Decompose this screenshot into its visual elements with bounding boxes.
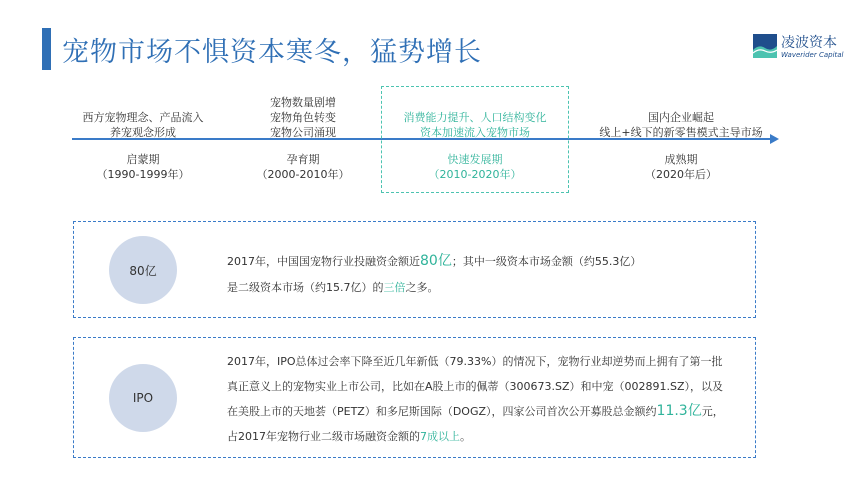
investment-card xyxy=(73,221,756,318)
stage-desc-line: 养宠观念形成 xyxy=(110,126,176,139)
highlight-value: 80亿 xyxy=(420,253,452,269)
text-run: 。 xyxy=(460,429,471,443)
text-run: 之多。 xyxy=(405,281,439,294)
stage-desc-line: 资本加速流入宠物市场 xyxy=(420,126,530,139)
timeline-stage-3 xyxy=(370,94,580,182)
stage-period: （1990-1999年） xyxy=(96,168,190,181)
card-text xyxy=(227,350,732,449)
stage-desc-line: 宠物数量剧增 xyxy=(270,96,336,109)
stage-desc-line: 线上+线下的新零售模式主导市场 xyxy=(599,126,763,139)
stage-name: 快速发展期 xyxy=(447,153,503,166)
stage-desc-line: 宠物角色转变 xyxy=(270,111,336,124)
card-text xyxy=(227,248,737,301)
stage-desc-line: 宠物公司涌现 xyxy=(270,126,336,139)
ipo-card xyxy=(73,337,756,458)
text-run: 2017年，IPO总体过会率下降至近几年新低（79.33%）的情况下，宠物行业却逆势而上拥有了第一批真正意义上的宠物实业上市公司，比如在A股上市的佩蒂（300673.SZ）和中宠（002891.SZ），以及在美股上市的天地荟（PETZ）和多尼斯国际（DOGZ），四家公司首次公开募股总金额约 xyxy=(227,355,724,418)
logo-name: 凌波资本 xyxy=(781,35,837,51)
highlight-value: 11.3亿 xyxy=(656,403,702,419)
badge-circle: IPO xyxy=(109,364,177,432)
timeline-stage-4 xyxy=(576,94,786,182)
text-run: 元，占2017年宠物行业二级市场融资金额的 xyxy=(227,405,724,443)
logo xyxy=(753,32,849,64)
stage-period: （2000-2010年） xyxy=(256,168,350,181)
badge-circle: 80亿 xyxy=(109,236,177,304)
stage-name: 成熟期 xyxy=(664,153,698,166)
stage-desc-line: 消费能力提升、人口结构变化 xyxy=(403,111,547,124)
wave-logo-icon xyxy=(753,34,777,58)
stage-name: 启蒙期 xyxy=(126,153,160,166)
text-run: 是二级资本市场（约15.7亿）的 xyxy=(227,281,384,294)
title-accent-bar xyxy=(42,28,51,70)
stage-name: 孕育期 xyxy=(286,153,320,166)
logo-english: Waverider Capital xyxy=(781,51,844,59)
page-title: 宠物市场不惧资本寒冬，猛势增长 xyxy=(62,37,482,68)
stage-period: （2010-2020年） xyxy=(428,168,522,181)
stage-period: （2020年后） xyxy=(645,168,717,181)
stage-desc-line: 国内企业崛起 xyxy=(648,111,714,124)
text-run: 2017年，中国国宠物行业投融资金额近 xyxy=(227,255,420,268)
highlight-value: 三倍 xyxy=(383,281,406,294)
stage-desc-line: 西方宠物理念、产品流入 xyxy=(82,111,204,124)
text-run: ；其中一级资本市场金额（约55.3亿） xyxy=(451,255,642,268)
highlight-value: 7成以上 xyxy=(420,429,460,443)
